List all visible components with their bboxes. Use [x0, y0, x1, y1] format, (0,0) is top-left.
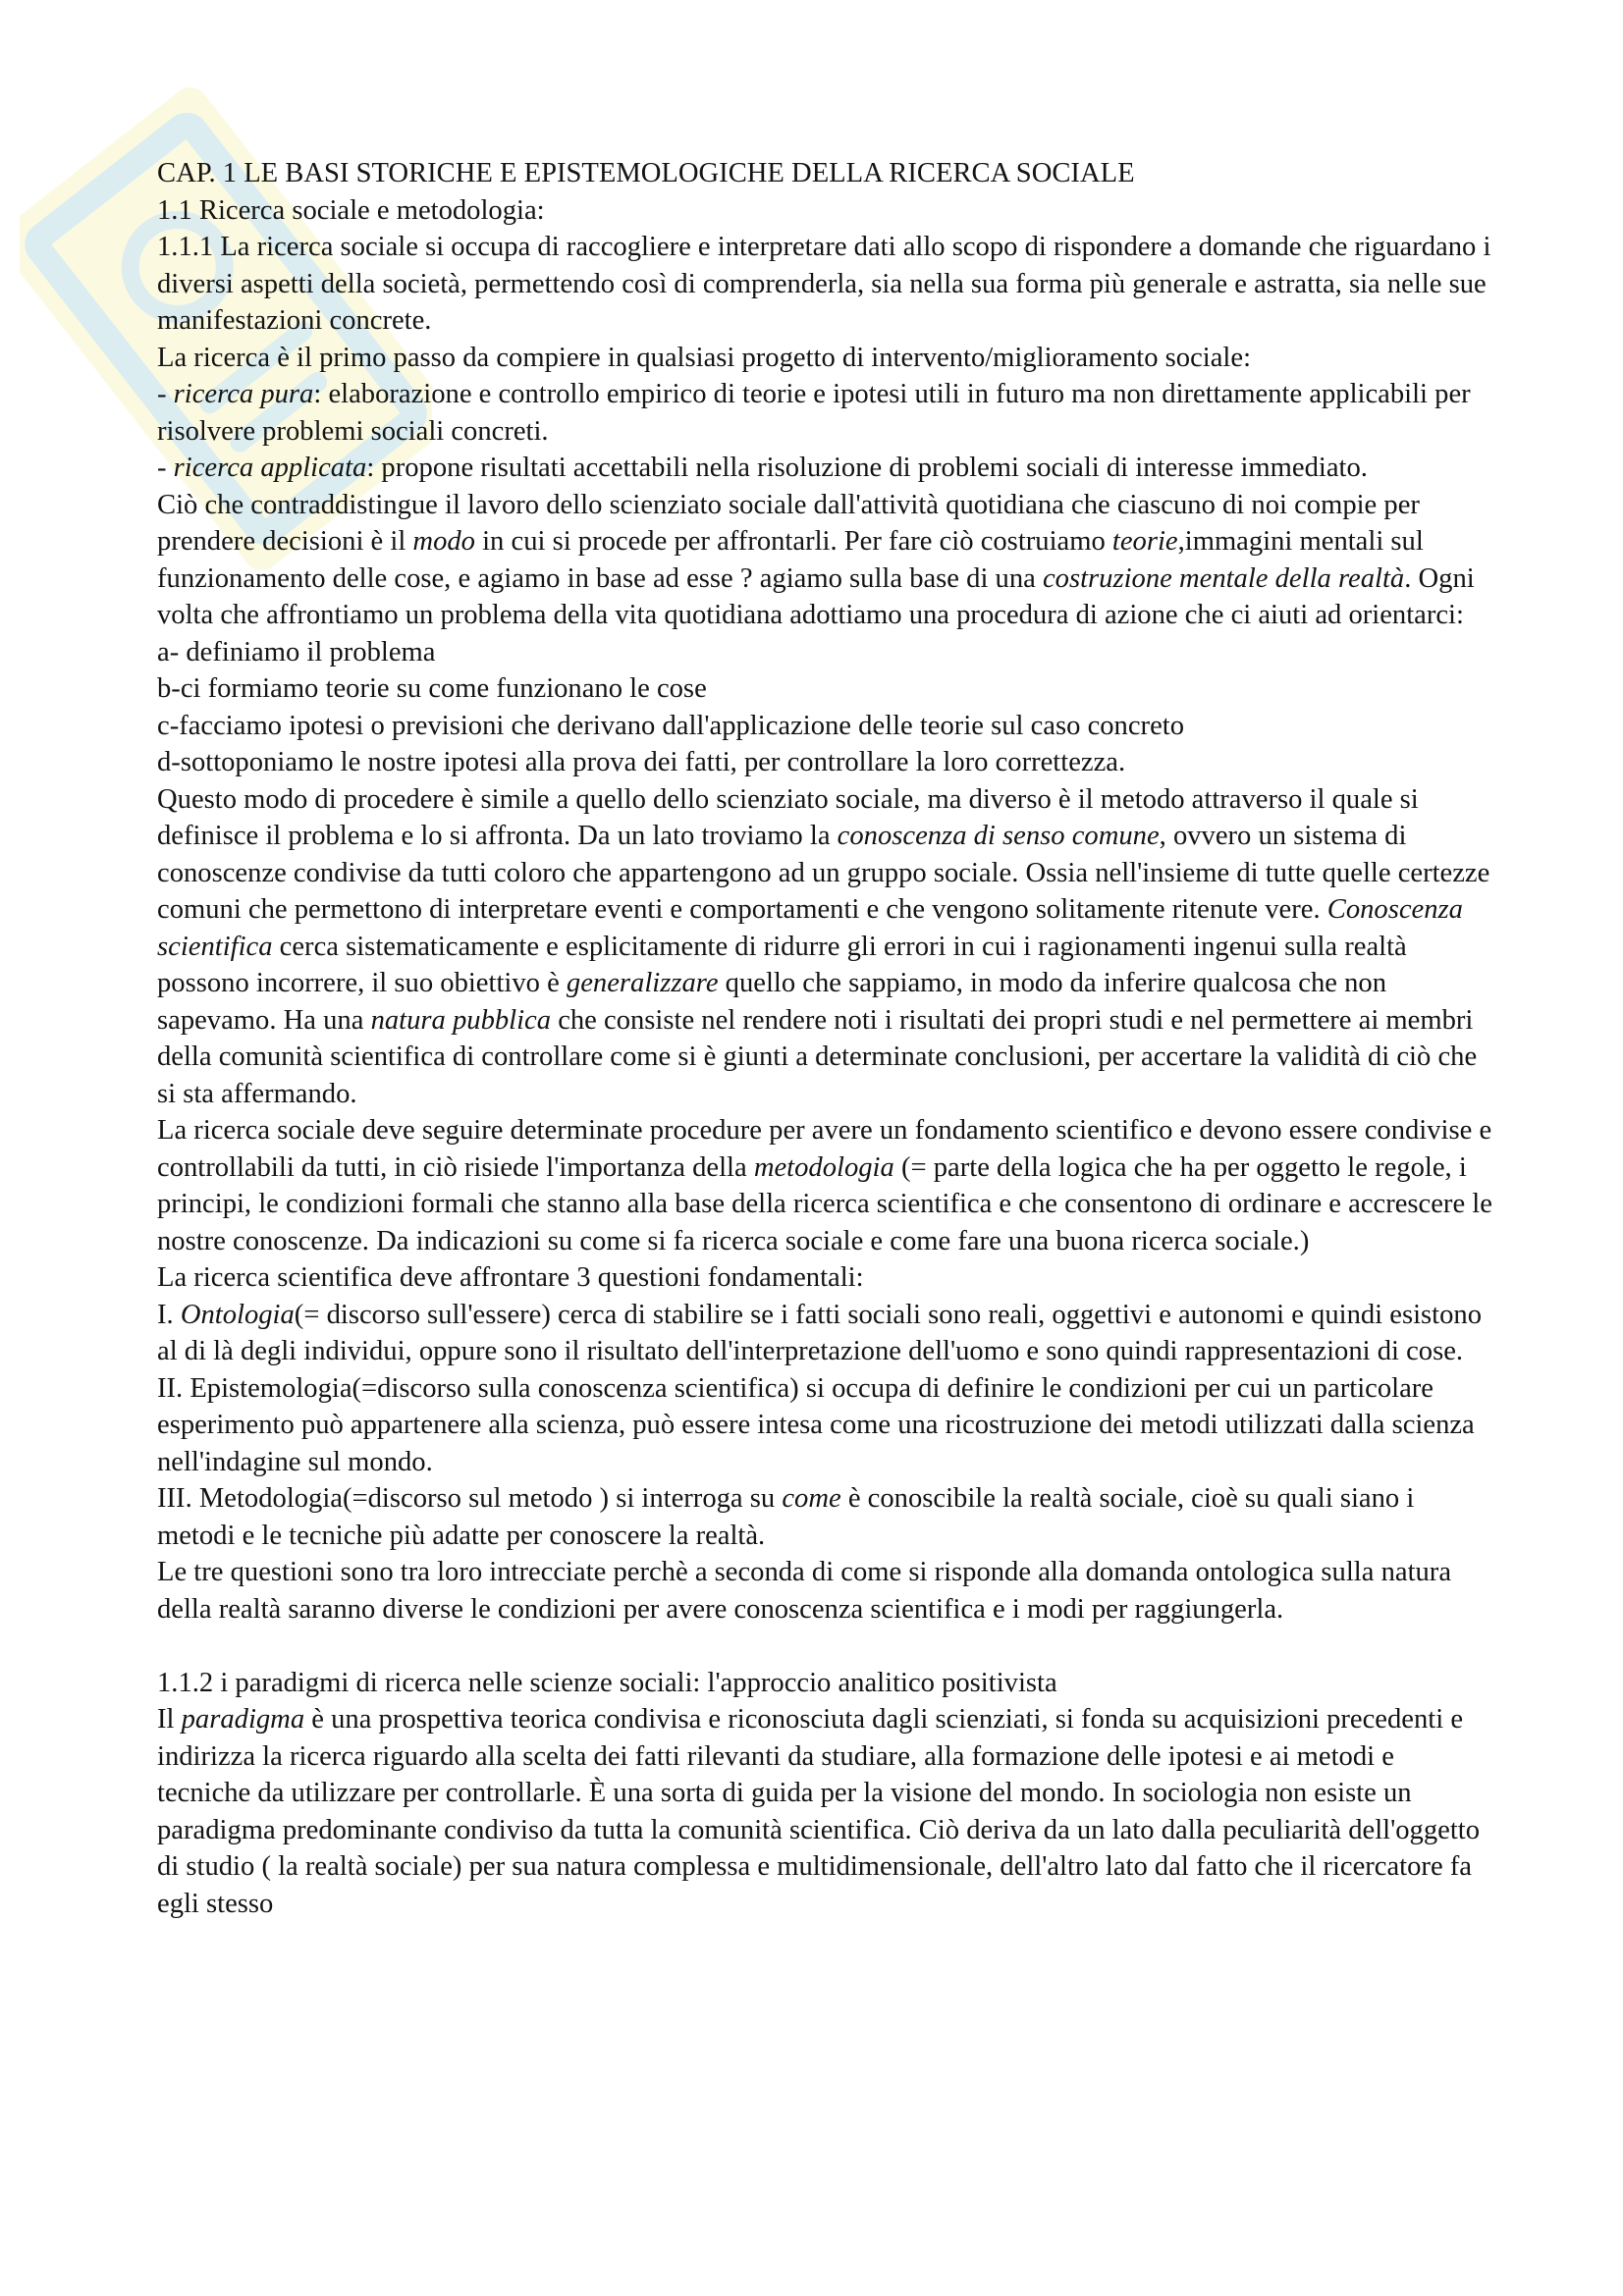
- list-item: b-ci formiamo teorie su come funzionano le cose: [157, 673, 707, 704]
- section-heading: 1.1 Ricerca sociale e metodologia:: [157, 194, 545, 226]
- paragraph: La ricerca sociale deve seguire determinate procedure per avere un fondamento scientifico e devono essere condivise e controllabili da tutti, in ciò risiede l'importanza della metodologia (= parte della logica che ha per oggetto le regole, i principi, le condizioni formali che stanno alla base della ricerca scientifica e che consentono di ordinare e accrescere le nostre conoscenze. Da indicazioni su come si fa ricerca sociale e come fare una buona ricerca sociale.): [157, 1115, 1492, 1256]
- paragraph: Ciò che contraddistingue il lavoro dello scienziato sociale dall'attività quotidiana che ciascuno di noi compie per prendere decisioni è il modo in cui si procede per affrontarli. Per fare ciò costruiamo teorie,immagini mentali sul funzionamento delle cose, e agiamo in base ad esse ? agiamo sulla base di una costruzione mentale della realtà. Ogni volta che affrontiamo un problema della vita quotidiana adottiamo una procedura di azione che ci aiuti ad orientarci:: [157, 489, 1475, 630]
- list-item-epistemologia: II. Epistemologia(=discorso sulla conoscenza scientifica) si occupa di definire le condizioni per cui un particolare esperimento può appartenere alla scienza, può essere intesa come una ricostruzione dei metodi utilizzati dalla scienza nell'indagine sul mondo.: [157, 1372, 1475, 1477]
- list-item-ricerca-applicata: - ricerca applicata: propone risultati accettabili nella risoluzione di problemi sociali di interesse immediato.: [157, 453, 1368, 483]
- list-item: d-sottoponiamo le nostre ipotesi alla prova dei fatti, per controllare la loro correttezza.: [157, 747, 1126, 777]
- paragraph: La ricerca scientifica deve affrontare 3 questioni fondamentali:: [157, 1262, 864, 1293]
- paragraph: Le tre questioni sono tra loro intrecciate perchè a seconda di come si risponde alla domanda ontologica sulla natura della realtà saranno diverse le condizioni per avere conoscenza scientifica e i modi per raggiungerla.: [157, 1557, 1452, 1625]
- list-item-metodologia: III. Metodologia(=discorso sul metodo ) si interroga su come è conoscibile la realtà sociale, cioè su quali siano i metodi e le tecniche più adatte per conoscere la realtà.: [157, 1483, 1415, 1551]
- paragraph: Questo modo di procedere è simile a quello dello scienziato sociale, ma diverso è il metodo attraverso il quale si definisce il problema e lo si affronta. Da un lato troviamo la conoscenza di senso comune, ovvero un sistema di conoscenze condivise da tutti coloro che appartengono ad un gruppo sociale. Ossia nell'insieme di tutte quelle certezze comuni che permettono di interpretare eventi e comportamenti e che vengono solitamente ritenute vere. Conoscenza scientifica cerca sistematicamente e esplicitamente di ridurre gli errori in cui i ragionamenti ingenui sulla realtà possono incorrere, il suo obiettivo è generalizzare quello che sappiamo, in modo da inferire qualcosa che non sapevamo. Ha una natura pubblica che consiste nel rendere noti i risultati dei propri studi e nel permettere ai membri della comunità scientifica di controllare come si è giunti a determinate conclusioni, per accertare la validità di ciò che si sta affermando.: [157, 783, 1490, 1109]
- paragraph: 1.1.1 La ricerca sociale si occupa di raccogliere e interpretare dati allo scopo di rispondere a domande che riguardano i diversi aspetti della società, permettendo così di comprenderla, sia nella sua forma più generale e astratta, sia nelle sue manifestazioni concrete.: [157, 232, 1491, 336]
- chapter-title: CAP. 1 LE BASI STORICHE E EPISTEMOLOGICHE DELLA RICERCA SOCIALE: [157, 158, 1135, 188]
- list-item: a- definiamo il problema: [157, 636, 436, 667]
- list-item-ricerca-pura: - ricerca pura: elaborazione e controllo empirico di teorie e ipotesi utili in futuro ma non direttamente applicabili per risolvere problemi sociali concreti.: [157, 379, 1471, 447]
- blank-line: [157, 1628, 1492, 1665]
- section-heading: 1.1.2 i paradigmi di ricerca nelle scienze sociali: l'approccio analitico positivista: [157, 1667, 1057, 1698]
- paragraph: La ricerca è il primo passo da compiere in qualsiasi progetto di intervento/miglioramento sociale:: [157, 342, 1252, 373]
- paragraph: Il paradigma è una prospettiva teorica condivisa e riconosciuta dagli scienziati, si fonda su acquisizioni precedenti e indirizza la ricerca riguardo alla scelta dei fatti rilevanti da studiare, alla formazione delle ipotesi e ai metodi e tecniche da utilizzare per controllarle. È una sorta di guida per la visione del mondo. In sociologia non esiste un paradigma predominante condiviso da tutta la comunità scientifica. Ciò deriva da un lato dalla peculiarità dell'oggetto di studio ( la realtà sociale) per sua natura complessa e multidimensionale, dell'altro lato dal fatto che il ricercatore fa egli stesso: [157, 1704, 1481, 1919]
- document-page: [157, 155, 1492, 1922]
- list-item-ontologia: I. Ontologia(= discorso sull'essere) cerca di stabilire se i fatti sociali sono reali, oggettivi e autonomi e quindi esistono al di là degli individui, oppure sono il risultato dell'interpretazione dell'uomo e sono quindi rappresentazioni di cose.: [157, 1299, 1482, 1366]
- list-item: c-facciamo ipotesi o previsioni che derivano dall'applicazione delle teorie sul caso concreto: [157, 710, 1185, 741]
